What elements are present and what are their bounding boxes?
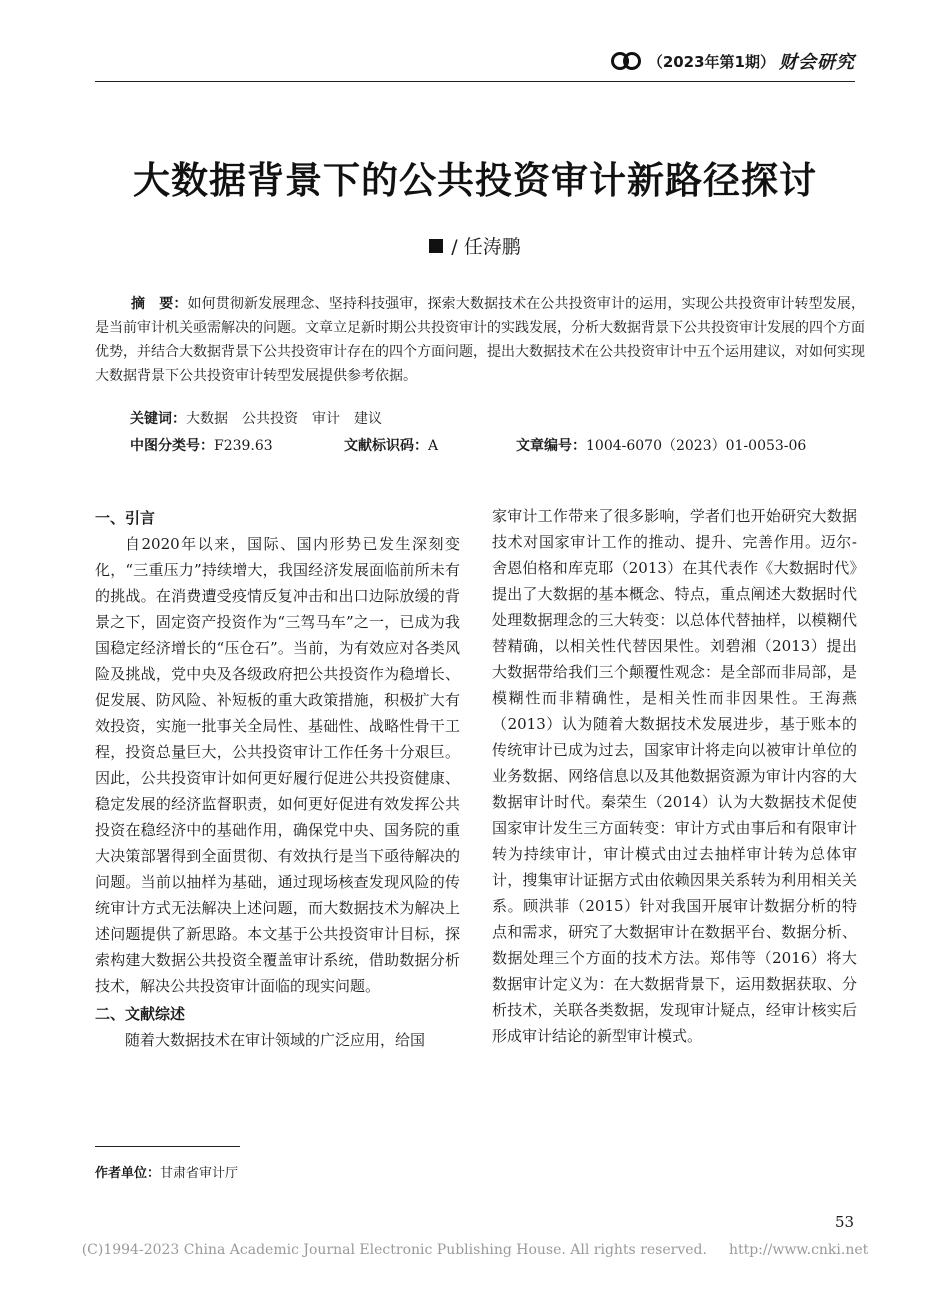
- keyword: 大数据: [186, 411, 228, 427]
- section-heading: 二、文献综述: [95, 1005, 186, 1023]
- keyword: 审计: [312, 411, 340, 427]
- header-rule: [95, 81, 855, 82]
- paragraph: 家审计工作带来了很多影响，学者们也开始研究大数据技术对国家审计工作的推动、提升、完善作用。迈尔-舍恩伯格和库克耶（2013）在其代表作《大数据时代》提出了大数据的基本概念、特点，重点阐述大数据时代处理数据理念的三大转变：以总体代替抽样，以模糊代替精确，以相关性代替因果性。刘碧湘（2013）提出大数据带给我们三个颠覆性观念：是全部而非局部，是模糊性而非精确性，是相关性而非因果性。王海燕（2013）认为随着大数据技术发展进步，基于账本的传统审计已成为过去，国家审计将走向以被审计单位的业务数据、网络信息以及其他数据资源为审计内容的大数据审计时代。秦荣生（2014）认为大数据技术促使国家审计发生三方面转变：审计方式由事后和有限审计转为持续审计，审计模式由过去抽样审计转为总体审计，搜集审计证据方式由依赖因果关系转为利用相关关系。顾洪菲（2015）针对我国开展审计数据分析的特点和需求，研究了大数据审计在数据平台、数据分析、数据处理三个方面的技术方法。郑伟等（2016）将大数据审计定义为：在大数据背景下，运用数据获取、分析技术，关联各类数据，发现审计疑点，经审计核实后形成审计结论的新型审计模式。: [492, 507, 857, 1045]
- paragraph: 自2020年以来，国际、国内形势已发生深刻变化，“三重压力”持续增大，我国经济发展面临前所未有的挑战。在消费遭受疫情反复冲击和出口边际放缓的背景之下，固定资产投资作为“三驾马车”之一，已成为我国稳定经济增长的“压仓石”。当前，为有效应对各类风险及挑战，党中央及各级政府把公共投资作为稳增长、促发展、防风险、补短板的重大政策措施，积极扩大有效投资，实施一批事关全局性、基础性、战略性骨干工程，投资总量巨大，公共投资审计工作任务十分艰巨。因此，公共投资审计如何更好履行促进公共投资健康、稳定发展的经济监督职责，如何更好促进有效发挥公共投资在稳经济中的基础作用，确保党中央、国务院的重大决策部署得到全面贯彻、有效执行是当下亟待解决的问题。当前以抽样为基础，通过现场核查发现风险的传统审计方式无法解决上述问题，而大数据技术为解决上述问题提供了新思路。本文基于公共投资审计目标，探索构建大数据公共投资全覆盖审计系统，借助数据分析技术，解决公共投资审计面临的现实问题。: [95, 535, 460, 995]
- page-number: 53: [835, 1213, 855, 1231]
- body-column-right: [492, 503, 857, 1049]
- keyword: 建议: [354, 411, 382, 427]
- copyright-notice: [0, 1242, 950, 1258]
- paragraph: 随着大数据技术在审计领域的广泛应用，给国: [125, 1031, 426, 1049]
- journal-issue: （2023年第1期）: [647, 52, 775, 71]
- author-affiliation: 作者单位：甘肃省审计厅: [95, 1166, 239, 1181]
- black-square-icon: [429, 239, 443, 253]
- copyright-text: (C)1994-2023 China Academic Journal Electronic Publishing House. All rights reserved.: [81, 1242, 707, 1258]
- abstract-text: 如何贯彻新发展理念、坚持科技强审，探索大数据技术在公共投资审计的运用，实现公共投资审计转型发展，是当前审计机关亟需解决的问题。文章立足新时期公共投资审计的实践发展，分析大数据背景下公共投资审计发展的四个方面优势，并结合大数据背景下公共投资审计存在的四个方面问题，提出大数据技术在公共投资审计中五个运用建议，对如何实现大数据背景下公共投资审计转型发展提供参考依据。: [95, 296, 866, 384]
- abstract: [95, 292, 865, 388]
- keywords-label: 关键词：: [130, 411, 186, 427]
- author-line: [60, 232, 890, 259]
- journal-name: 财会研究: [779, 52, 855, 73]
- keyword: 公共投资: [242, 411, 298, 427]
- article-number: 文章编号：1004-6070（2023）01-0053-06: [516, 438, 807, 454]
- abstract-label: 摘 要：: [131, 296, 188, 312]
- keywords-row: [130, 408, 396, 428]
- footnote-rule: [95, 1146, 240, 1147]
- cnki-logo-icon: [610, 51, 644, 71]
- page-header: [95, 44, 855, 82]
- cnki-link[interactable]: http://www.cnki.net: [728, 1242, 869, 1258]
- body-column-left: [95, 503, 460, 1053]
- author-name: / 任涛鹏: [451, 236, 521, 258]
- clc-code: 中图分类号：F239.63: [130, 438, 273, 454]
- journal-masthead: [610, 48, 855, 74]
- section-heading: 一、引言: [95, 509, 156, 527]
- document-code: 文献标识码：A: [344, 438, 439, 454]
- article-title: 大数据背景下的公共投资审计新路径探讨: [133, 159, 817, 202]
